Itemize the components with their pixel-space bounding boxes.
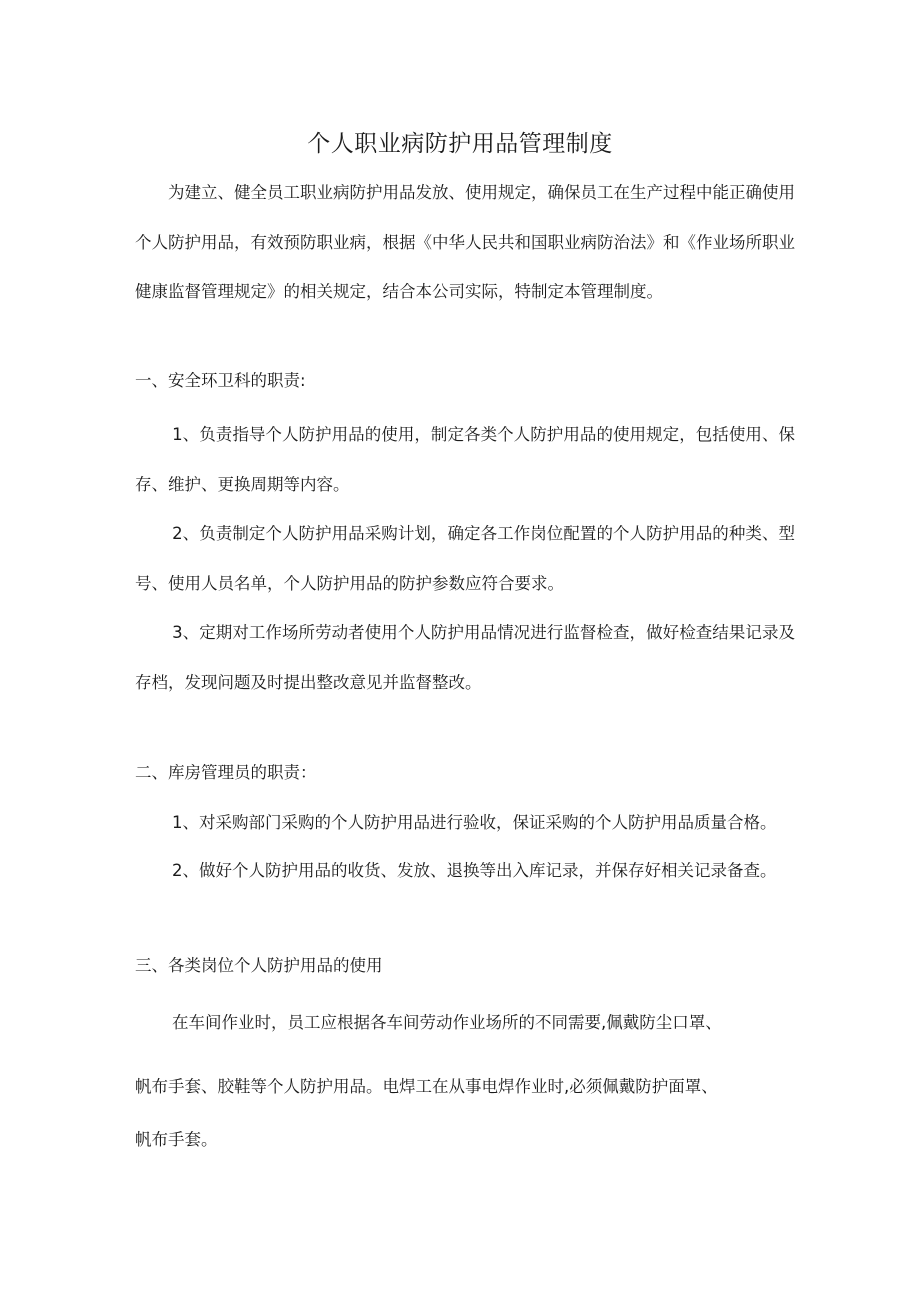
section1-item-2: 2、负责制定个人防护用品采购计划，确定各工作岗位配置的个人防护用品的种类、型号、使用人员名单，个人防护用品的防护参数应符合要求。 bbox=[135, 524, 795, 593]
section1-heading: 一、安全环卫科的职责: bbox=[135, 371, 306, 390]
section2-heading: 二、库房管理员的职责： bbox=[135, 763, 317, 782]
section2-item-1: 1、对采购部门采购的个人防护用品进行验收，保证采购的个人防护用品质量合格。 bbox=[172, 813, 777, 832]
section3-line-2: 帆布手套、胶鞋等个人防护用品。电焊工在从事电焊作业时,必须佩戴防护面罩、 bbox=[135, 1077, 718, 1096]
section1-item-1: 1、负责指导个人防护用品的使用，制定各类个人防护用品的使用规定，包括使用、保存、维护、更换周期等内容。 bbox=[135, 425, 795, 494]
section3-line-3: 帆布手套。 bbox=[135, 1130, 218, 1149]
section2-item-2: 2、做好个人防护用品的收货、发放、退换等出入库记录，并保存好相关记录备查。 bbox=[172, 861, 777, 880]
section3-heading: 三、各类岗位个人防护用品的使用 bbox=[135, 956, 383, 975]
section3-line-1: 在车间作业时，员工应根据各车间劳动作业场所的不同需要,佩戴防尘口罩、 bbox=[172, 1013, 722, 1032]
intro-paragraph: 为建立、健全员工职业病防护用品发放、使用规定，确保员工在生产过程中能正确使用个人防护用品，有效预防职业病，根据《中华人民共和国职业病防治法》和《作业场所职业健康监督管理规定》的相关规定，结合本公司实际，特制定本管理制度。 bbox=[135, 183, 795, 301]
section1-item-3: 3、定期对工作场所劳动者使用个人防护用品情况进行监督检查，做好检查结果记录及存档，发现问题及时提出整改意见并监督整改。 bbox=[135, 623, 795, 692]
document-title: 个人职业病防护用品管理制度 bbox=[307, 131, 613, 157]
